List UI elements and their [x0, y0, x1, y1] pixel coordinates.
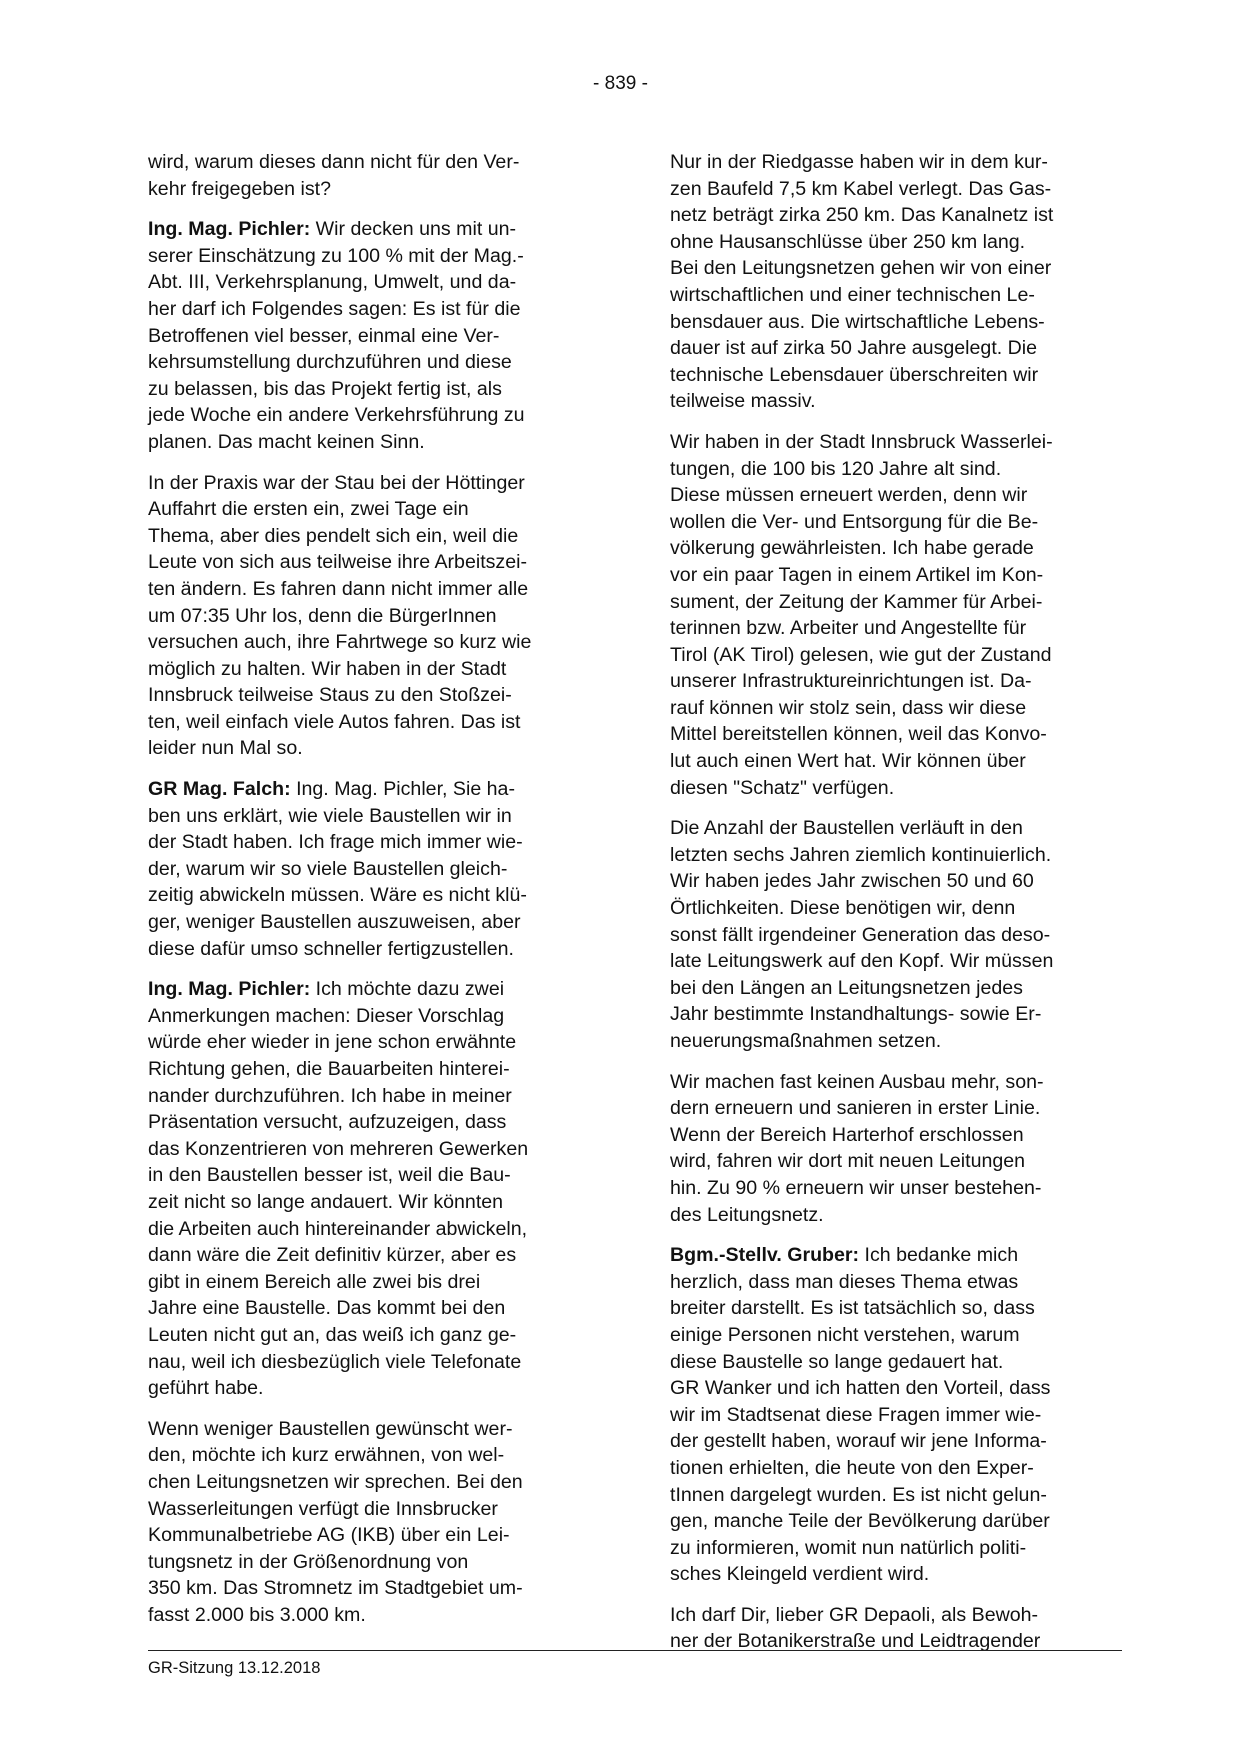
text-line — [148, 1295, 596, 1322]
text-line — [148, 1242, 596, 1269]
text-line — [148, 976, 596, 1003]
text-line — [670, 642, 1118, 669]
line-text: zen Baufeld 7,5 km Kabel verlegt. Das Gas- — [670, 177, 1052, 200]
text-line — [148, 429, 596, 456]
line-text: Innsbruck teilweise Staus zu den Stoßzei- — [148, 684, 512, 707]
text-line — [670, 615, 1118, 642]
line-text: fasst 2.000 bis 3.000 km. — [148, 1603, 366, 1626]
line-text: hin. Zu 90 % erneuern wir unser bestehen- — [670, 1176, 1042, 1199]
line-text: ohne Hausanschlüsse über 250 km lang. — [670, 230, 1026, 253]
text-line — [670, 815, 1118, 842]
speaker-name: Ing. Mag. Pichler: — [148, 978, 311, 1001]
line-text: ben uns erklärt, wie viele Baustellen wir in — [148, 804, 512, 827]
text-line — [148, 1442, 596, 1469]
text-line — [670, 1269, 1118, 1296]
text-line — [148, 1496, 596, 1523]
paragraph — [148, 149, 596, 202]
text-line — [670, 509, 1118, 536]
line-text: das Konzentrieren von mehreren Gewerken — [148, 1137, 529, 1160]
line-text: Örtlichkeiten. Diese benötigen wir, denn — [670, 897, 1016, 920]
text-line — [670, 562, 1118, 589]
text-line — [148, 1375, 596, 1402]
text-line — [148, 709, 596, 736]
line-text: zeit nicht so lange andauert. Wir könnten — [148, 1190, 504, 1213]
text-line — [148, 1029, 596, 1056]
line-text: der gestellt haben, worauf wir jene Informa- — [670, 1430, 1047, 1453]
text-line — [148, 376, 596, 403]
paragraph — [670, 1242, 1118, 1588]
text-line — [670, 176, 1118, 203]
text-line — [148, 682, 596, 709]
text-line — [670, 149, 1118, 176]
line-text: Wenn der Bereich Harterhof erschlossen — [670, 1123, 1024, 1146]
text-line — [670, 1202, 1118, 1229]
line-text: Mittel bereitstellen können, weil das Konvo- — [670, 723, 1047, 746]
text-line — [148, 1216, 596, 1243]
text-line — [148, 856, 596, 883]
line-text: zu belassen, bis das Projekt fertig ist, als — [148, 377, 502, 400]
line-text: lut auch einen Wert hat. Wir können über — [670, 750, 1026, 773]
text-line — [148, 1056, 596, 1083]
line-text: teilweise massiv. — [670, 390, 816, 413]
text-line — [148, 776, 596, 803]
text-line — [670, 1242, 1118, 1269]
text-line — [670, 388, 1118, 415]
line-text: nander durchzuführen. Ich habe in meiner — [148, 1084, 512, 1107]
text-line — [670, 1028, 1118, 1055]
paragraph — [148, 216, 596, 455]
line-text: zu informieren, womit nun natürlich politi- — [670, 1536, 1027, 1559]
text-line — [670, 1122, 1118, 1149]
text-line — [670, 748, 1118, 775]
text-line — [670, 1535, 1118, 1562]
line-text: Ich bedanke mich — [859, 1244, 1019, 1267]
right-column — [670, 149, 1118, 1669]
text-line — [148, 1416, 596, 1443]
text-line — [148, 216, 596, 243]
line-text: einige Personen nicht verstehen, warum — [670, 1323, 1020, 1346]
paragraph — [148, 976, 596, 1402]
line-text: Diese müssen erneuert werden, denn wir — [670, 484, 1028, 507]
text-line — [148, 829, 596, 856]
text-line — [148, 296, 596, 323]
speaker-name: Ing. Mag. Pichler: — [148, 218, 311, 241]
text-line — [670, 721, 1118, 748]
text-line — [670, 668, 1118, 695]
line-text: Nur in der Riedgasse haben wir in dem kur- — [670, 151, 1048, 173]
text-line — [670, 535, 1118, 562]
line-text: kehr freigegeben ist? — [148, 177, 331, 200]
text-line — [148, 349, 596, 376]
text-line — [670, 948, 1118, 975]
line-text: ten, weil einfach viele Autos fahren. Das ist — [148, 710, 521, 733]
line-text: Anmerkungen machen: Dieser Vorschlag — [148, 1004, 505, 1027]
line-text: diesen "Schatz" verfügen. — [670, 776, 895, 799]
line-text: Leute von sich aus teilweise ihre Arbeitszei- — [148, 551, 528, 574]
line-text: ner der Botanikerstraße und Leidtragender — [670, 1630, 1041, 1653]
text-line — [148, 1469, 596, 1496]
text-line — [670, 282, 1118, 309]
line-text: jede Woche ein andere Verkehrsführung zu — [148, 404, 525, 427]
line-text: Ing. Mag. Pichler, Sie ha- — [290, 778, 515, 801]
text-line — [148, 402, 596, 429]
text-line — [670, 1349, 1118, 1376]
line-text: chen Leitungsnetzen wir sprechen. Bei den — [148, 1470, 523, 1493]
text-line — [148, 1109, 596, 1136]
text-line — [148, 909, 596, 936]
line-text: unserer Infrastruktureinrichtungen ist. Da- — [670, 670, 1032, 693]
line-text: in den Baustellen besser ist, weil die Bau- — [148, 1164, 511, 1187]
text-line — [148, 1136, 596, 1163]
line-text: Ich möchte dazu zwei — [310, 978, 505, 1001]
text-line — [670, 255, 1118, 282]
text-line — [670, 868, 1118, 895]
text-line — [670, 842, 1118, 869]
text-line — [148, 803, 596, 830]
line-text: nau, weil ich diesbezüglich viele Telefonate — [148, 1350, 522, 1373]
line-text: wird, fahren wir dort mit neuen Leitungen — [670, 1150, 1026, 1173]
text-line — [148, 523, 596, 550]
paragraph — [670, 149, 1118, 415]
footer-divider — [148, 1650, 1122, 1651]
paragraph — [670, 1602, 1118, 1655]
text-line — [670, 1455, 1118, 1482]
line-text: versuchen auch, ihre Fahrtwege so kurz wie — [148, 631, 532, 654]
text-line — [670, 1508, 1118, 1535]
text-line — [670, 1295, 1118, 1322]
line-text: Leuten nicht gut an, das weiß ich ganz ge- — [148, 1323, 517, 1346]
line-text: netz beträgt zirka 250 km. Das Kanalnetz ist — [670, 204, 1054, 227]
line-text: tungsnetz in der Größenordnung von — [148, 1550, 469, 1573]
line-text: der, warum wir so viele Baustellen gleich- — [148, 857, 508, 880]
line-text: serer Einschätzung zu 100 % mit der Mag.- — [148, 244, 524, 267]
line-text: Thema, aber dies pendelt sich ein, weil die — [148, 524, 519, 547]
text-line — [670, 695, 1118, 722]
text-line — [670, 922, 1118, 949]
speaker-name: Bgm.-Stellv. Gruber: — [670, 1244, 860, 1267]
line-text: Abt. III, Verkehrsplanung, Umwelt, und da- — [148, 271, 517, 294]
line-text: Präsentation versucht, aufzuzeigen, dass — [148, 1111, 507, 1134]
text-line — [670, 1322, 1118, 1349]
line-text: rauf können wir stolz sein, dass wir diese — [670, 696, 1027, 719]
line-text: diese Baustelle so lange gedauert hat. — [670, 1350, 1004, 1373]
text-line — [670, 975, 1118, 1002]
line-text: planen. Das macht keinen Sinn. — [148, 430, 425, 453]
line-text: sument, der Zeitung der Kammer für Arbei- — [670, 590, 1043, 613]
line-text: sches Kleingeld verdient wird. — [670, 1563, 930, 1586]
text-line — [670, 895, 1118, 922]
line-text: den, möchte ich kurz erwähnen, von wel- — [148, 1444, 505, 1467]
line-text: Tirol (AK Tirol) gelesen, wie gut der Zustand — [670, 643, 1052, 666]
line-text: Die Anzahl der Baustellen verläuft in den — [670, 817, 1023, 840]
text-line — [148, 603, 596, 630]
line-text: gen, manche Teile der Bevölkerung darüber — [670, 1510, 1050, 1533]
paragraph — [148, 1416, 596, 1629]
line-text: die Arbeiten auch hintereinander abwickeln, — [148, 1217, 528, 1240]
page-number: - 839 - — [593, 73, 648, 94]
line-text: Bei den Leitungsnetzen gehen wir von einer — [670, 257, 1052, 280]
line-text: GR Wanker und ich hatten den Vorteil, dass — [670, 1377, 1051, 1400]
text-line — [148, 269, 596, 296]
text-line — [670, 1175, 1118, 1202]
line-text: herzlich, dass man dieses Thema etwas — [670, 1270, 1019, 1293]
line-text: diese dafür umso schneller fertigzustellen. — [148, 937, 514, 960]
line-text: Wir machen fast keinen Ausbau mehr, son- — [670, 1070, 1044, 1093]
line-text: bensdauer aus. Die wirtschaftliche Lebens- — [670, 310, 1045, 333]
line-text: völkerung gewährleisten. Ich habe gerade — [670, 537, 1034, 560]
line-text: dauer ist auf zirka 50 Jahre ausgelegt. Die — [670, 337, 1038, 360]
line-text: letzten sechs Jahren ziemlich kontinuierlich. — [670, 843, 1052, 866]
text-line — [670, 456, 1118, 483]
text-line — [148, 323, 596, 350]
line-text: des Leitungsnetz. — [670, 1203, 824, 1226]
line-text: wirtschaftlichen und einer technischen Le- — [670, 283, 1035, 306]
line-text: tungen, die 100 bis 120 Jahre alt sind. — [670, 457, 1002, 480]
left-column — [148, 149, 596, 1642]
line-text: der Stadt haben. Ich frage mich immer wie- — [148, 831, 523, 854]
line-text: Wir haben jedes Jahr zwischen 50 und 60 — [670, 870, 1034, 893]
text-line — [148, 1083, 596, 1110]
line-text: vor ein paar Tagen in einem Artikel im Kon- — [670, 563, 1044, 586]
line-text: Betroffenen viel besser, einmal eine Ver- — [148, 324, 500, 347]
text-line — [148, 1602, 596, 1629]
text-line — [148, 1189, 596, 1216]
line-text: tionen erhielten, die heute von den Exper- — [670, 1456, 1034, 1479]
line-text: terinnen bzw. Arbeiter und Angestellte für — [670, 617, 1027, 640]
line-text: Wasserleitungen verfügt die Innsbrucker — [148, 1497, 498, 1520]
line-text: Auffahrt die ersten ein, zwei Tage ein — [148, 498, 469, 521]
line-text: geführt habe. — [148, 1377, 264, 1400]
line-text: um 07:35 Uhr los, denn die BürgerInnen — [148, 604, 497, 627]
line-text: tInnen dargelegt wurden. Es ist nicht gelun- — [670, 1483, 1047, 1506]
line-text: Wir haben in der Stadt Innsbruck Wasserlei- — [670, 430, 1053, 453]
paragraph — [670, 429, 1118, 801]
text-line — [148, 470, 596, 497]
line-text: Wir decken uns mit un- — [310, 218, 517, 241]
text-line — [670, 1402, 1118, 1429]
line-text: wollen die Ver- und Entsorgung für die Be- — [670, 510, 1039, 533]
text-line — [670, 429, 1118, 456]
text-line — [670, 309, 1118, 336]
line-text: neuerungsmaßnahmen setzen. — [670, 1030, 942, 1052]
text-line — [670, 1428, 1118, 1455]
text-line — [148, 882, 596, 909]
text-line — [670, 362, 1118, 389]
line-text: Richtung gehen, die Bauarbeiten hinterei- — [148, 1058, 510, 1080]
paragraph — [148, 470, 596, 763]
text-line — [670, 1095, 1118, 1122]
line-text: zeitig abwickeln müssen. Wäre es nicht klü- — [148, 884, 527, 907]
line-text: bei den Längen an Leitungsnetzen jedes — [670, 976, 1023, 999]
text-line — [148, 1003, 596, 1030]
text-line — [670, 775, 1118, 802]
text-line — [148, 936, 596, 963]
text-line — [148, 735, 596, 762]
line-text: dern erneuern und sanieren in erster Linie. — [670, 1097, 1041, 1120]
text-line — [670, 1001, 1118, 1028]
line-text: late Leitungswerk auf den Kopf. Wir müssen — [670, 950, 1054, 973]
text-line — [148, 1269, 596, 1296]
line-text: würde eher wieder in jene schon erwähnte — [148, 1031, 517, 1054]
line-text: technische Lebensdauer überschreiten wir — [670, 363, 1039, 386]
line-text: her darf ich Folgendes sagen: Es ist für die — [148, 297, 521, 320]
text-line — [148, 629, 596, 656]
text-line — [148, 549, 596, 576]
text-line — [670, 1375, 1118, 1402]
line-text: leider nun Mal so. — [148, 737, 303, 760]
line-text: breiter darstellt. Es ist tatsächlich so, dass — [670, 1297, 1035, 1320]
line-text: Jahr bestimmte Instandhaltungs- sowie Er- — [670, 1003, 1042, 1026]
text-line — [148, 576, 596, 603]
text-line — [670, 202, 1118, 229]
text-line — [670, 1148, 1118, 1175]
footer-session-date: GR-Sitzung 13.12.2018 — [148, 1659, 321, 1677]
paragraph — [670, 1069, 1118, 1229]
line-text: wir im Stadtsenat diese Fragen immer wie- — [670, 1403, 1042, 1426]
line-text: ger, weniger Baustellen auszuweisen, aber — [148, 911, 521, 934]
text-line — [670, 335, 1118, 362]
line-text: dann wäre die Zeit definitiv kürzer, aber es — [148, 1244, 517, 1267]
line-text: sonst fällt irgendeiner Generation das deso- — [670, 923, 1051, 946]
text-line — [670, 589, 1118, 616]
text-line — [670, 482, 1118, 509]
text-line — [148, 243, 596, 270]
text-line — [148, 1575, 596, 1602]
line-text: Kommunalbetriebe AG (IKB) über ein Lei- — [148, 1524, 510, 1547]
text-line — [670, 1069, 1118, 1096]
text-line — [670, 1561, 1118, 1588]
line-text: möglich zu halten. Wir haben in der Stadt — [148, 657, 507, 680]
line-text: kehrsumstellung durchzuführen und diese — [148, 351, 512, 374]
text-line — [148, 1522, 596, 1549]
text-line — [670, 229, 1118, 256]
line-text: Ich darf Dir, lieber GR Depaoli, als Bewoh- — [670, 1603, 1039, 1626]
text-line — [148, 1322, 596, 1349]
line-text: gibt in einem Bereich alle zwei bis drei — [148, 1270, 481, 1293]
text-line — [148, 1349, 596, 1376]
line-text: ten ändern. Es fahren dann nicht immer alle — [148, 577, 529, 600]
text-line — [148, 149, 596, 176]
speaker-name: GR Mag. Falch: — [148, 778, 291, 801]
line-text: In der Praxis war der Stau bei der Höttinger — [148, 471, 525, 494]
text-line — [148, 1162, 596, 1189]
text-line — [148, 1549, 596, 1576]
text-line — [148, 176, 596, 203]
text-line — [670, 1482, 1118, 1509]
line-text: Wenn weniger Baustellen gewünscht wer- — [148, 1417, 513, 1440]
text-line — [670, 1628, 1118, 1655]
text-line — [148, 496, 596, 523]
text-line — [670, 1602, 1118, 1629]
line-text: 350 km. Das Stromnetz im Stadtgebiet um- — [148, 1577, 523, 1600]
paragraph — [148, 776, 596, 962]
line-text: wird, warum dieses dann nicht für den Ver- — [148, 151, 520, 173]
line-text: Jahre eine Baustelle. Das kommt bei den — [148, 1297, 506, 1320]
paragraph — [670, 815, 1118, 1054]
text-line — [148, 656, 596, 683]
